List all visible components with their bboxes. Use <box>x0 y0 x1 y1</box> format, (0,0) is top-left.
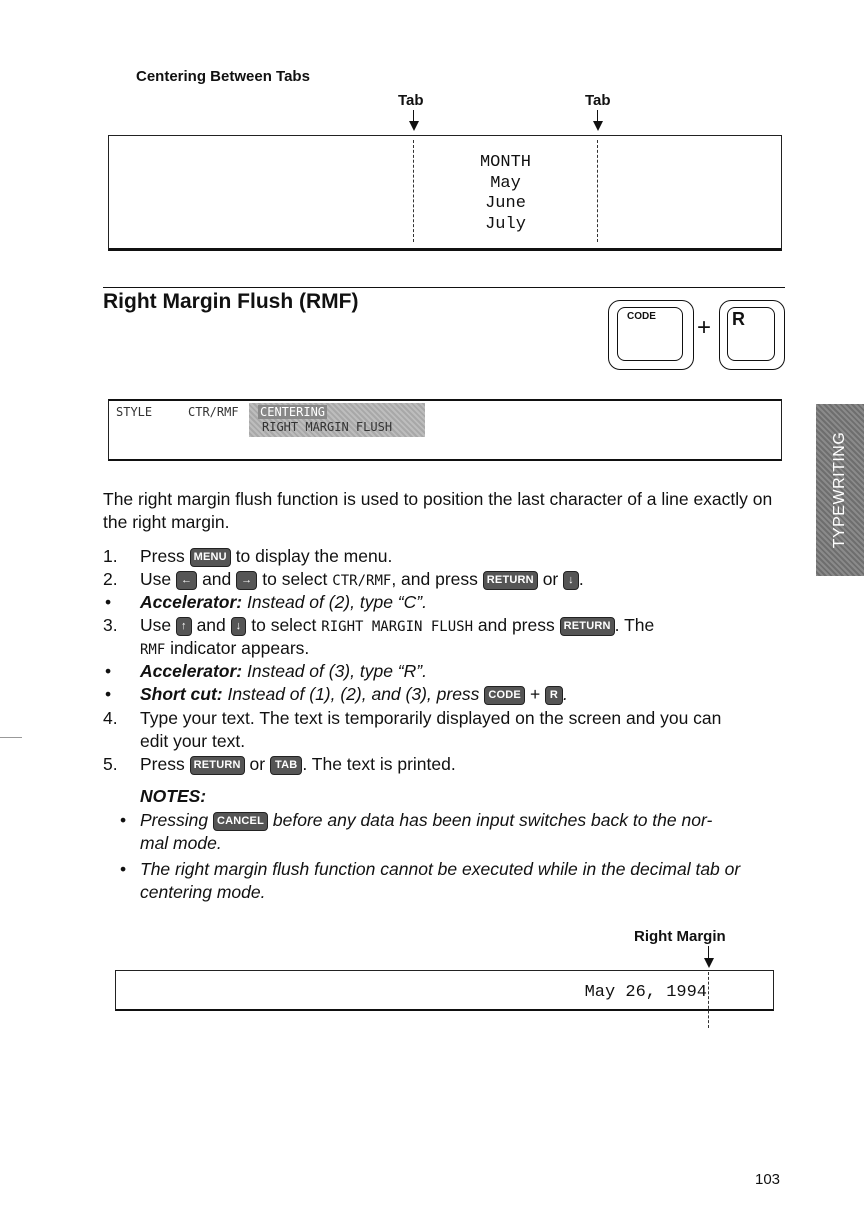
bullet: • <box>120 859 127 879</box>
step-text: , and press <box>391 569 478 589</box>
edge-mark <box>0 737 22 738</box>
section-thumb-label: TYPEWRITING <box>831 431 848 549</box>
code-key-label: CODE <box>627 311 656 322</box>
step-text: edit your text. <box>140 731 246 751</box>
ctr-rmf-label: CTR/RMF <box>188 405 239 419</box>
code-key-icon: CODE <box>484 686 525 705</box>
r-key-label: R <box>732 309 745 329</box>
step-text: . The <box>614 615 655 635</box>
notes-heading: NOTES: <box>140 786 207 806</box>
step-text: indicator appears. <box>170 638 310 658</box>
step-number: 4. <box>103 708 118 728</box>
section-thumb-tab <box>816 404 864 576</box>
cancel-key-icon: CANCEL <box>213 812 268 831</box>
page-number: 103 <box>755 1171 781 1188</box>
bullet: • <box>105 684 112 704</box>
step-3 <box>103 614 793 658</box>
plus-text: + <box>529 684 541 704</box>
step-1 <box>103 545 793 568</box>
tab-arrow-1-icon <box>409 121 419 131</box>
plus-sign: + <box>697 314 712 341</box>
step-number: 3. <box>103 615 118 635</box>
return-key-icon: RETURN <box>483 571 538 590</box>
style-label: STYLE <box>116 405 153 419</box>
section-title: Right Margin Flush (RMF) <box>103 290 359 313</box>
left-arrow-key-icon: ← <box>176 571 197 590</box>
step-text: . <box>578 569 584 589</box>
return-key-icon: RETURN <box>560 617 615 636</box>
step-2 <box>103 568 793 591</box>
right-arrow-key-icon: → <box>236 571 257 590</box>
step-text: Use <box>140 569 172 589</box>
section-rule <box>103 287 785 288</box>
column-line: July <box>485 214 526 234</box>
step-number: 2. <box>103 569 118 589</box>
step-text: to select <box>262 569 328 589</box>
code-text: CTR/RMF <box>332 573 392 589</box>
right-margin-label: Right Margin <box>634 928 726 945</box>
step-text: . The text is printed. <box>302 754 456 774</box>
bullet-text: Instead of (2), type “C”. <box>247 592 427 612</box>
bullet-label: Short cut: <box>140 684 223 704</box>
step-number: 5. <box>103 754 118 774</box>
note-text: mal mode. <box>140 833 222 853</box>
step-text: Press <box>140 754 185 774</box>
tab-label-2: Tab <box>585 92 611 109</box>
note-text: before any data has been input switches back to the nor- <box>272 810 713 830</box>
flush-text: May 26, 1994 <box>584 983 707 1002</box>
bullet: • <box>120 810 127 830</box>
bullet-label: Accelerator: <box>140 592 243 612</box>
step-text: or <box>249 754 266 774</box>
step-text: Use <box>140 615 172 635</box>
tab-arrow-2-icon <box>593 121 603 131</box>
note-text: Pressing <box>140 810 209 830</box>
intro-paragraph: The right margin flush function is used to position the last character of a line exactly on the right margin. <box>103 489 773 532</box>
column-line: MONTH <box>479 153 531 172</box>
note-text: The right margin flush function cannot be executed while in the decimal tab or <box>140 859 741 879</box>
step-5 <box>103 753 793 776</box>
code-text: RIGHT MARGIN FLUSH <box>321 619 474 635</box>
tab-guide-2 <box>597 140 598 242</box>
menu-key-icon: MENU <box>190 548 231 567</box>
step-text: and press <box>477 615 555 635</box>
centered-column <box>414 153 597 235</box>
step-text: to display the menu. <box>235 546 393 566</box>
r-key-icon: R <box>545 686 563 705</box>
up-arrow-key-icon: ↑ <box>176 617 192 636</box>
step-text: Press <box>140 546 185 566</box>
tab-label-1: Tab <box>398 92 424 109</box>
margin-guide <box>708 972 709 1028</box>
code-key-icon <box>608 300 694 370</box>
margin-arrow-icon <box>704 958 714 968</box>
step-4 <box>103 707 793 751</box>
bullet-label: Accelerator: <box>140 661 243 681</box>
note-text: centering mode. <box>140 882 266 902</box>
step-text: or <box>542 569 559 589</box>
step-text: and <box>196 615 226 635</box>
step-text: to select <box>251 615 317 635</box>
column-line: June <box>485 194 526 213</box>
r-key-icon <box>719 300 785 370</box>
bullet-text: Instead of (3), type “R”. <box>247 661 427 681</box>
bullet: • <box>105 661 112 681</box>
bullet-text: Instead of (1), (2), and (3), press <box>227 684 480 704</box>
menu-option-right-margin-flush[interactable]: RIGHT MARGIN FLUSH <box>262 420 393 434</box>
code-text: RMF <box>140 642 166 658</box>
return-key-icon: RETURN <box>190 756 245 775</box>
bullet-text: . <box>563 684 568 704</box>
step-text: Type your text. The text is temporarily displayed on the screen and you can <box>140 708 722 728</box>
step-text: and <box>202 569 232 589</box>
menu-option-centering[interactable]: CENTERING <box>260 405 326 419</box>
centering-heading: Centering Between Tabs <box>136 68 310 85</box>
step-number: 1. <box>103 546 118 566</box>
tab-key-icon: TAB <box>270 756 302 775</box>
bullet: • <box>105 592 112 612</box>
down-arrow-key-icon: ↓ <box>231 617 247 636</box>
column-line: May <box>490 173 521 193</box>
down-arrow-key-icon: ↓ <box>563 571 579 590</box>
